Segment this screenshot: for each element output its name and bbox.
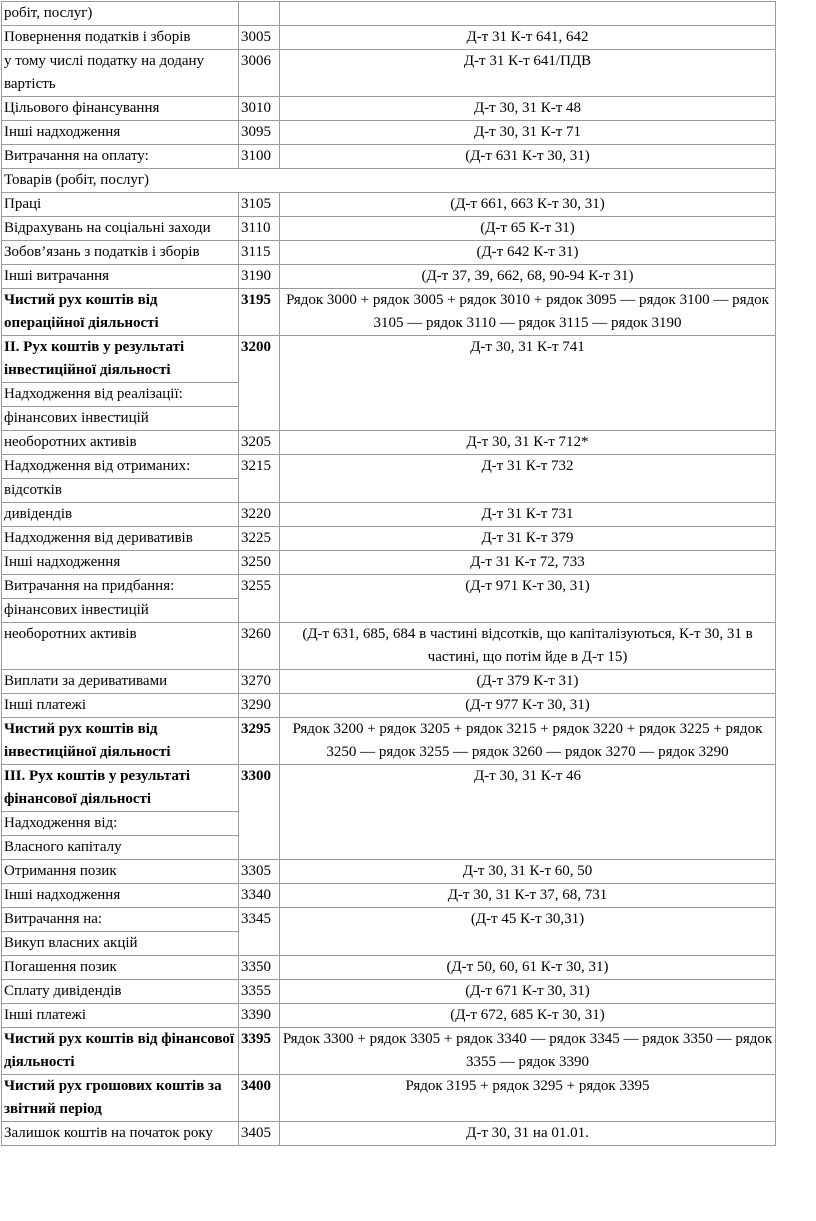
line-item-label: Отримання позик xyxy=(2,860,239,884)
line-item-label: Цільового фінансування xyxy=(2,97,239,121)
table-row xyxy=(2,860,776,884)
accounting-entry: (Д-т 45 К-т 30,31) xyxy=(280,908,776,956)
line-item-label: Власного капіталу xyxy=(2,836,239,860)
line-code: 3110 xyxy=(239,217,280,241)
line-item-label: Витрачання на придбання: xyxy=(2,575,239,599)
accounting-entry: Рядок 3195 + рядок 3295 + рядок 3395 xyxy=(280,1075,776,1122)
line-code: 3215 xyxy=(239,455,280,503)
line-code: 3390 xyxy=(239,1004,280,1028)
table-row xyxy=(2,455,776,479)
table-row xyxy=(2,575,776,599)
line-item-label: Товарів (робіт, послуг) xyxy=(2,169,776,193)
accounting-entry: Рядок 3200 + рядок 3205 + рядок 3215 + рядок 3220 + рядок 3225 + рядок 3250 — рядок 3255 — рядок 3260 — рядок 3270 — рядок 3290 xyxy=(280,718,776,765)
line-item-label: Погашення позик xyxy=(2,956,239,980)
accounting-entry xyxy=(280,2,776,26)
line-code: 3205 xyxy=(239,431,280,455)
line-item-label: Надходження від отриманих: xyxy=(2,455,239,479)
accounting-entry: (Д-т 379 К-т 31) xyxy=(280,670,776,694)
table-row xyxy=(2,718,776,765)
accounting-entry: (Д-т 671 К-т 30, 31) xyxy=(280,980,776,1004)
line-code: 3355 xyxy=(239,980,280,1004)
line-code: 3010 xyxy=(239,97,280,121)
table-row xyxy=(2,241,776,265)
line-item-label: необоротних активів xyxy=(2,431,239,455)
line-item-label: Виплати за деривативами xyxy=(2,670,239,694)
line-item-label: ІІІ. Рух коштів у результаті фінансової діяльності xyxy=(2,765,239,812)
table-row xyxy=(2,145,776,169)
accounting-entry: (Д-т 672, 685 К-т 30, 31) xyxy=(280,1004,776,1028)
line-code: 3350 xyxy=(239,956,280,980)
table-row xyxy=(2,765,776,812)
line-code: 3250 xyxy=(239,551,280,575)
line-code: 3190 xyxy=(239,265,280,289)
line-item-label: Надходження від реалізації: xyxy=(2,383,239,407)
table-row xyxy=(2,1122,776,1146)
line-item-label: Надходження від: xyxy=(2,812,239,836)
table-row xyxy=(2,884,776,908)
table-row xyxy=(2,169,776,193)
accounting-entry: Д-т 31 К-т 641, 642 xyxy=(280,26,776,50)
line-item-label: відсотків xyxy=(2,479,239,503)
line-code: 3006 xyxy=(239,50,280,97)
line-code xyxy=(239,2,280,26)
table-row xyxy=(2,431,776,455)
table-row xyxy=(2,26,776,50)
accounting-entry: (Д-т 971 К-т 30, 31) xyxy=(280,575,776,623)
table-row xyxy=(2,217,776,241)
table-row xyxy=(2,551,776,575)
line-code: 3400 xyxy=(239,1075,280,1122)
table-row xyxy=(2,2,776,26)
accounting-entry: (Д-т 37, 39, 662, 68, 90-94 К-т 31) xyxy=(280,265,776,289)
line-item-label: Витрачання на оплату: xyxy=(2,145,239,169)
accounting-entry: (Д-т 977 К-т 30, 31) xyxy=(280,694,776,718)
line-item-label: Відрахувань на соціальні заходи xyxy=(2,217,239,241)
table-row xyxy=(2,670,776,694)
line-code: 3220 xyxy=(239,503,280,527)
line-item-label: Надходження від деривативів xyxy=(2,527,239,551)
line-item-label: ІІ. Рух коштів у результаті інвестиційної діяльності xyxy=(2,336,239,383)
accounting-entry: Д-т 30, 31 на 01.01. xyxy=(280,1122,776,1146)
table-row xyxy=(2,956,776,980)
line-item-label: робіт, послуг) xyxy=(2,2,239,26)
line-item-label: Чистий рух коштів від інвестиційної діяльності xyxy=(2,718,239,765)
accounting-entry: Д-т 31 К-т 72, 733 xyxy=(280,551,776,575)
line-item-label: дивідендів xyxy=(2,503,239,527)
table-row xyxy=(2,908,776,932)
line-code: 3255 xyxy=(239,575,280,623)
line-item-label: фінансових інвестицій xyxy=(2,599,239,623)
accounting-entry: Д-т 30, 31 К-т 46 xyxy=(280,765,776,860)
line-item-label: Інші надходження xyxy=(2,884,239,908)
line-item-label: Інші надходження xyxy=(2,551,239,575)
table-row xyxy=(2,97,776,121)
line-code: 3115 xyxy=(239,241,280,265)
line-item-label: Чистий рух грошових коштів за звітний період xyxy=(2,1075,239,1122)
table-row xyxy=(2,980,776,1004)
table-row xyxy=(2,193,776,217)
line-code: 3100 xyxy=(239,145,280,169)
accounting-entry: (Д-т 631, 685, 684 в частині відсотків, що капіталізуються, К-т 30, 31 в частині, що потім йде в Д-т 15) xyxy=(280,623,776,670)
accounting-entry: (Д-т 50, 60, 61 К-т 30, 31) xyxy=(280,956,776,980)
line-code: 3270 xyxy=(239,670,280,694)
line-code: 3305 xyxy=(239,860,280,884)
accounting-entry: (Д-т 65 К-т 31) xyxy=(280,217,776,241)
line-code: 3260 xyxy=(239,623,280,670)
line-item-label: Інші платежі xyxy=(2,1004,239,1028)
table-row xyxy=(2,1028,776,1075)
accounting-entry: Д-т 31 К-т 641/ПДВ xyxy=(280,50,776,97)
line-code: 3295 xyxy=(239,718,280,765)
line-code: 3405 xyxy=(239,1122,280,1146)
accounting-entry: Д-т 30, 31 К-т 37, 68, 731 xyxy=(280,884,776,908)
line-item-label: Повернення податків і зборів xyxy=(2,26,239,50)
line-item-label: необоротних активів xyxy=(2,623,239,670)
table-row xyxy=(2,1004,776,1028)
line-code: 3105 xyxy=(239,193,280,217)
table-row xyxy=(2,694,776,718)
line-code: 3225 xyxy=(239,527,280,551)
line-item-label: Інші витрачання xyxy=(2,265,239,289)
line-code: 3290 xyxy=(239,694,280,718)
table-row xyxy=(2,50,776,97)
line-item-label: Інші надходження xyxy=(2,121,239,145)
line-code: 3200 xyxy=(239,336,280,431)
table-row xyxy=(2,121,776,145)
table-row xyxy=(2,503,776,527)
line-item-label: Викуп власних акцій xyxy=(2,932,239,956)
line-item-label: Зобов’язань з податків і зборів xyxy=(2,241,239,265)
accounting-entry: Рядок 3000 + рядок 3005 + рядок 3010 + рядок 3095 — рядок 3100 — рядок 3105 — рядок 3110 — рядок 3115 — рядок 3190 xyxy=(280,289,776,336)
accounting-entry: (Д-т 661, 663 К-т 30, 31) xyxy=(280,193,776,217)
accounting-entry: Д-т 30, 31 К-т 741 xyxy=(280,336,776,431)
line-code: 3005 xyxy=(239,26,280,50)
table-row xyxy=(2,265,776,289)
table-row xyxy=(2,336,776,383)
table-row xyxy=(2,527,776,551)
line-code: 3300 xyxy=(239,765,280,860)
accounting-entry: (Д-т 642 К-т 31) xyxy=(280,241,776,265)
line-item-label: Інші платежі xyxy=(2,694,239,718)
line-code: 3340 xyxy=(239,884,280,908)
accounting-entry: Д-т 30, 31 К-т 71 xyxy=(280,121,776,145)
accounting-entry: Д-т 31 К-т 731 xyxy=(280,503,776,527)
accounting-entry: Д-т 30, 31 К-т 48 xyxy=(280,97,776,121)
cash-flow-table xyxy=(1,1,776,1146)
accounting-entry: Д-т 30, 31 К-т 60, 50 xyxy=(280,860,776,884)
line-item-label: Сплату дивідендів xyxy=(2,980,239,1004)
accounting-entry: Д-т 31 К-т 732 xyxy=(280,455,776,503)
line-code: 3195 xyxy=(239,289,280,336)
line-item-label: Чистий рух коштів від фінансової діяльності xyxy=(2,1028,239,1075)
line-code: 3345 xyxy=(239,908,280,956)
table-row xyxy=(2,289,776,336)
line-item-label: фінансових інвестицій xyxy=(2,407,239,431)
table-row xyxy=(2,1075,776,1122)
accounting-entry: (Д-т 631 К-т 30, 31) xyxy=(280,145,776,169)
line-item-label: Праці xyxy=(2,193,239,217)
table-body xyxy=(2,2,776,1146)
line-code: 3095 xyxy=(239,121,280,145)
accounting-entry: Рядок 3300 + рядок 3305 + рядок 3340 — рядок 3345 — рядок 3350 — рядок 3355 — рядок 3390 xyxy=(280,1028,776,1075)
line-code: 3395 xyxy=(239,1028,280,1075)
accounting-entry: Д-т 30, 31 К-т 712* xyxy=(280,431,776,455)
line-item-label: Залишок коштів на початок року xyxy=(2,1122,239,1146)
line-item-label: Чистий рух коштів від операційної діяльності xyxy=(2,289,239,336)
line-item-label: Витрачання на: xyxy=(2,908,239,932)
accounting-entry: Д-т 31 К-т 379 xyxy=(280,527,776,551)
table-row xyxy=(2,623,776,670)
line-item-label: у тому числі податку на додану вартість xyxy=(2,50,239,97)
